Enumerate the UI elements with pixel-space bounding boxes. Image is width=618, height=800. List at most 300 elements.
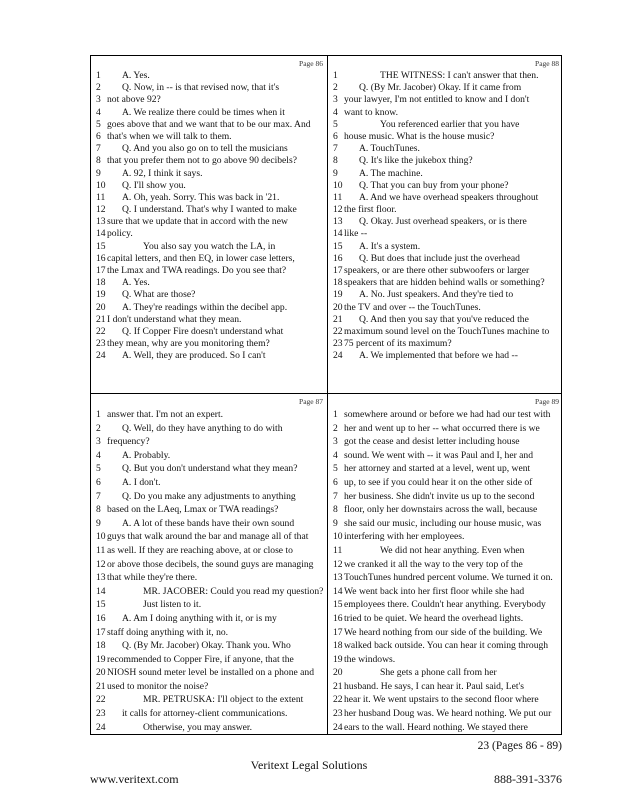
line-number: 19 [333,289,343,301]
transcript-line [91,302,327,314]
line-number: 6 [96,476,101,488]
line-text: Just listen to it. [143,599,202,611]
line-text: Q. But you don't understand what they mean? [122,463,298,475]
line-text: A. They're readings within the decibel app. [122,301,288,313]
transcript-line [328,435,563,449]
line-number: 13 [333,216,343,228]
line-text: answer that. I'm not an expert. [107,409,224,420]
transcript-line [91,131,327,143]
transcript-line [328,639,563,653]
line-number: 11 [333,544,343,556]
line-number: 3 [333,436,338,448]
transcript-line [328,680,563,694]
line-number: 24 [96,721,106,733]
line-number: 13 [96,216,106,228]
transcript-line [91,462,327,476]
line-text: A. Am I doing anything with it, or is my [122,612,277,624]
line-number: 22 [333,325,343,337]
line-number: 23 [333,708,343,720]
transcript-line [91,253,327,265]
transcript-line [328,517,563,531]
line-text: Q. But does that include just the overhead [359,252,520,264]
line-number: 8 [96,504,101,516]
line-text: A. The machine. [359,167,423,179]
transcript-line [91,289,327,301]
transcript-line [328,253,563,265]
line-text: somewhere around or before we had had our test with [344,409,551,420]
transcript-line [91,544,327,558]
line-text: got the cease and desist letter including house [344,436,520,448]
line-number: 16 [96,252,106,264]
transcript-line [328,707,563,721]
transcript-line [91,350,327,362]
transcript-line [91,598,327,612]
line-text: husband. He says, I can hear it. Paul said, Let's [344,680,524,692]
line-text: A. 92, I think it says. [122,167,203,179]
line-number: 19 [96,653,106,665]
line-text: up, to see if you could hear it on the other side of [344,476,533,488]
line-number: 9 [333,517,338,529]
transcript-line [91,626,327,640]
line-number: 20 [333,301,343,313]
line-text: that while they're there. [107,572,198,584]
transcript-line [91,265,327,277]
transcript-line [328,143,563,155]
transcript-line [91,192,327,204]
line-text: Q. (By Mr. Jacober) Okay. If it came from [359,82,522,94]
line-text: Q. Okay. Just overhead speakers, or is there [359,216,527,228]
line-text: Q. I understand. That's why I wanted to make [122,204,297,216]
line-number: 7 [96,143,101,155]
line-number: 14 [333,585,343,597]
line-text: speakers that are hidden behind walls or something? [344,277,545,289]
line-text: THE WITNESS: I can't answer that then. [380,70,539,81]
transcript-lines [328,70,563,363]
transcript-line [91,216,327,228]
transcript-line [328,94,563,106]
line-text: guys that walk around the bar and manage all of that [107,531,309,543]
transcript-line [91,408,327,422]
line-number: 11 [96,544,106,556]
line-number: 18 [333,277,343,289]
transcript-line [91,530,327,544]
line-number: 17 [333,265,343,276]
line-number: 17 [96,265,106,276]
line-number: 9 [96,517,101,529]
transcript-line [91,70,327,82]
line-number: 22 [333,694,343,706]
line-number: 11 [333,191,343,203]
line-text: MR. PETRUSKA: I'll object to the extent [143,694,304,706]
line-text: A. TouchTunes. [359,143,420,155]
transcript-lines [91,70,327,363]
line-number: 24 [333,721,343,733]
line-text: A. We realize there could be times when it [122,106,285,118]
line-text: your lawyer, I'm not entitled to know and I don't [344,94,530,106]
line-text: her attorney and started at a level, went up, went [344,463,531,475]
line-number: 4 [333,449,338,461]
line-number: 4 [96,449,101,461]
line-number: 5 [333,463,338,475]
transcript-line [328,326,563,338]
line-text: A. Probably. [122,449,171,461]
page-number-label: Page 87 [299,397,323,406]
line-number: 3 [96,436,101,448]
transcript-line [328,612,563,626]
line-text: You also say you watch the LA, in [143,240,276,252]
transcript-line [91,707,327,721]
transcript-line [91,558,327,572]
line-text: they mean, why are you monitoring them? [107,338,270,350]
transcript-line [91,277,327,289]
line-text: MR. JACOBER: Could you read my question? [143,585,324,597]
transcript-line [328,168,563,180]
transcript-line [328,265,563,277]
line-text: Q. Well, do they have anything to do with [122,422,283,434]
line-number: 4 [96,106,101,118]
line-number: 3 [96,94,101,106]
line-number: 19 [96,289,106,301]
transcript-line [91,422,327,436]
line-number: 20 [96,667,106,679]
line-number: 18 [96,640,106,652]
line-number: 20 [96,301,106,313]
transcript-line [91,228,327,240]
line-text: interfering with her employees. [344,531,465,543]
footer-phone: 888-391-3376 [494,772,562,786]
transcript-line [91,204,327,216]
line-number: 21 [333,313,343,325]
line-text: the TV and over -- the TouchTunes. [344,301,481,313]
transcript-line [328,653,563,667]
transcript-line [328,241,563,253]
line-number: 12 [333,558,343,570]
transcript-lines [91,408,327,734]
transcript-lines [328,408,563,734]
transcript-page-89 [328,394,563,735]
transcript-line [328,82,563,94]
transcript-line [91,435,327,449]
line-text: her and went up to her -- what occurred there is we [344,422,540,434]
transcript-line [91,338,327,350]
page-number-label: Page 86 [299,59,323,68]
footer-company: Veritext Legal Solutions [250,758,368,772]
line-text: sound. We went with -- it was Paul and I, her and [344,449,534,461]
line-number: 12 [96,204,106,216]
line-text: A. And we have overhead speakers throughout [359,191,539,203]
transcript-line [328,449,563,463]
line-text: Q. That you can buy from your phone? [359,179,509,191]
line-text: capital letters, and then EQ, in lower case letters, [107,252,295,264]
transcript-line [328,476,563,490]
line-text: like -- [344,228,368,240]
transcript-line [328,571,563,585]
line-number: 16 [333,612,343,624]
line-number: 21 [96,680,106,692]
line-number: 8 [333,504,338,516]
line-text: we cranked it all the way to the very top of the [344,558,523,570]
line-number: 24 [333,350,343,362]
transcript-line [328,350,563,362]
transcript-line [91,571,327,585]
line-text: she said our music, including our house music, was [344,517,542,529]
line-text: Q. And you also go on to tell the musicians [122,143,288,155]
line-number: 3 [333,94,338,106]
transcript-line [328,192,563,204]
line-number: 22 [96,325,106,337]
line-number: 14 [333,228,343,240]
line-text: as well. If they are reaching above, at or close to [107,544,293,556]
transcript-line [91,180,327,192]
transcript-line [91,517,327,531]
transcript-line [91,326,327,338]
transcript-line [91,82,327,94]
line-number: 14 [96,585,106,597]
line-number: 8 [96,155,101,167]
transcript-line [91,585,327,599]
transcript-line [328,277,563,289]
transcript-line [91,503,327,517]
transcript-line [328,626,563,640]
transcript-page-88 [328,56,563,393]
line-text: the Lmax and TWA readings. Do you see that? [107,265,287,276]
transcript-line [91,119,327,131]
line-text: ears to the wall. Heard nothing. We stayed there [344,721,528,733]
transcript-line [91,639,327,653]
transcript-line [328,422,563,436]
line-text: based on the LAeq, Lmax or TWA readings? [107,504,279,516]
line-number: 2 [96,82,101,94]
line-text: staff doing anything with it, no. [107,626,229,638]
page-number-label: Page 88 [535,59,559,68]
line-text: used to monitor the noise? [107,680,209,692]
line-text: frequency? [107,436,150,448]
line-text: tried to be quiet. We heard the overhead lights. [344,612,524,624]
line-number: 15 [96,599,106,611]
line-number: 6 [96,130,101,142]
line-number: 1 [333,70,338,81]
line-number: 16 [333,252,343,264]
transcript-line [91,476,327,490]
line-number: 23 [96,338,106,350]
line-number: 10 [333,179,343,191]
line-number: 1 [96,409,101,420]
line-number: 9 [96,167,101,179]
line-text: A. Yes. [122,277,150,289]
line-text: it calls for attorney-client communications. [122,708,288,720]
transcript-line [328,289,563,301]
line-text: employees there. Couldn't hear anything. Everybody [344,599,546,611]
line-number: 24 [96,350,106,362]
line-text: that's when we will talk to them. [107,130,232,142]
transcript-line [328,721,563,735]
line-text: Q. It's like the jukebox thing? [359,155,473,167]
line-text: walked back outside. You can hear it coming through [344,640,549,652]
transcript-page-87 [91,394,327,735]
line-number: 10 [96,179,106,191]
line-number: 18 [96,277,106,289]
line-text: or above those decibels, the sound guys are managing [107,558,314,570]
line-text: her business. She didn't invite us up to the second [344,490,535,502]
line-number: 16 [96,612,106,624]
line-number: 15 [96,240,106,252]
line-number: 5 [96,118,101,130]
line-text: She gets a phone call from her [380,667,497,679]
line-text: policy. [107,228,133,240]
transcript-page-86 [91,56,327,393]
transcript-line [91,168,327,180]
transcript-line [328,408,563,422]
transcript-line [91,721,327,735]
transcript-line [328,314,563,326]
transcript-line [328,585,563,599]
line-number: 1 [96,70,101,81]
transcript-line [328,216,563,228]
transcript-line [328,204,563,216]
line-number: 10 [96,531,106,543]
transcript-line [328,338,563,350]
transcript-line [91,314,327,326]
line-text: A. I don't. [122,476,161,488]
line-text: the first floor. [344,204,397,216]
line-text: want to know. [344,106,399,118]
transcript-line [91,107,327,119]
line-text: A. No. Just speakers. And they're tied to [359,289,514,301]
line-text: floor, only her downstairs across the wall, because [344,504,538,516]
line-number: 6 [333,130,338,142]
transcript-line [91,653,327,667]
line-text: Q. I'll show you. [122,179,186,191]
line-number: 11 [96,191,106,203]
line-text: recommended to Copper Fire, if anyone, that the [107,653,294,665]
line-text: We went back into her first floor while she had [344,585,525,597]
transcript-line [328,598,563,612]
line-text: house music. What is the house music? [344,130,495,142]
footer-page-range: 23 (Pages 86 - 89) [477,740,562,752]
transcript-line [328,544,563,558]
line-number: 15 [333,240,343,252]
line-text: Q. (By Mr. Jacober) Okay. Thank you. Who [122,640,291,652]
line-number: 1 [333,409,338,420]
line-text: A. Well, they are produced. So I can't [122,350,266,362]
line-number: 20 [333,667,343,679]
line-text: maximum sound level on the TouchTunes machine to [344,325,550,337]
transcript-line [91,449,327,463]
transcript-line [328,131,563,143]
line-number: 8 [333,155,338,167]
line-text: A. Yes. [122,70,150,81]
transcript-line [91,612,327,626]
transcript-line [328,462,563,476]
line-text: Otherwise, you may answer. [143,721,252,733]
line-number: 6 [333,476,338,488]
line-number: 7 [333,490,338,502]
line-number: 17 [96,626,106,638]
line-number: 7 [96,490,101,502]
line-number: 9 [333,167,338,179]
line-text: Q. And then you say that you've reduced the [359,313,529,325]
line-number: 10 [333,531,343,543]
line-text: We did not hear anything. Even when [380,544,525,556]
line-text: You referenced earlier that you have [380,118,520,130]
transcript-sheet [90,55,562,735]
line-number: 13 [96,572,106,584]
line-number: 5 [96,463,101,475]
line-text: A. It's a system. [359,240,421,252]
line-number: 2 [333,82,338,94]
line-text: the windows. [344,653,396,665]
transcript-line [91,143,327,155]
line-text: goes above that and we want that to be our max. And [107,118,311,130]
line-text: A. A lot of these bands have their own sound [122,517,295,529]
line-number: 2 [96,422,101,434]
line-number: 4 [333,106,338,118]
transcript-line [91,241,327,253]
line-text: Q. Now, in -- is that revised now, that it's [122,82,280,94]
line-text: A. Oh, yeah. Sorry. This was back in '21. [122,191,280,203]
line-text: Q. Do you make any adjustments to anything [122,490,296,502]
transcript-line [328,119,563,131]
line-number: 15 [333,599,343,611]
line-number: 21 [96,313,106,325]
line-number: 14 [96,228,106,240]
transcript-line [91,94,327,106]
transcript-line [91,155,327,167]
line-text: sure that we update that in accord with the new [107,216,288,228]
transcript-line [91,693,327,707]
transcript-line [328,558,563,572]
line-number: 21 [333,680,343,692]
transcript-line [328,228,563,240]
transcript-line [328,180,563,192]
line-number: 13 [333,572,343,584]
line-number: 12 [333,204,343,216]
line-text: hear it. We went upstairs to the second floor where [344,694,539,706]
transcript-line [328,490,563,504]
line-number: 18 [333,640,343,652]
line-number: 17 [333,626,343,638]
line-text: Q. What are those? [122,289,196,301]
line-text: not above 92? [107,94,161,106]
transcript-line [91,680,327,694]
transcript-line [328,503,563,517]
line-text: TouchTunes hundred percent volume. We turned it on. [344,572,553,584]
transcript-line [91,666,327,680]
line-text: Q. If Copper Fire doesn't understand what [122,325,284,337]
transcript-line [328,693,563,707]
line-number: 7 [333,143,338,155]
line-text: 75 percent of its maximum? [344,338,452,350]
line-number: 22 [96,694,106,706]
line-text: speakers, or are there other subwoofers or larger [344,265,530,276]
line-number: 12 [96,558,106,570]
footer-website: www.veritext.com [90,772,179,786]
line-text: NIOSH sound meter level be installed on a phone and [107,667,315,679]
transcript-line [328,666,563,680]
transcript-line [328,70,563,82]
page-number-label: Page 89 [535,397,559,406]
line-text: A. We implemented that before we had -- [359,350,518,362]
line-number: 23 [333,338,343,350]
line-number: 2 [333,422,338,434]
transcript-line [328,155,563,167]
line-number: 23 [96,708,106,720]
line-text: We heard nothing from our side of the building. We [344,626,543,638]
transcript-line [328,302,563,314]
transcript-line [328,530,563,544]
line-number: 19 [333,653,343,665]
line-text: that you prefer them not to go above 90 decibels? [107,155,297,167]
